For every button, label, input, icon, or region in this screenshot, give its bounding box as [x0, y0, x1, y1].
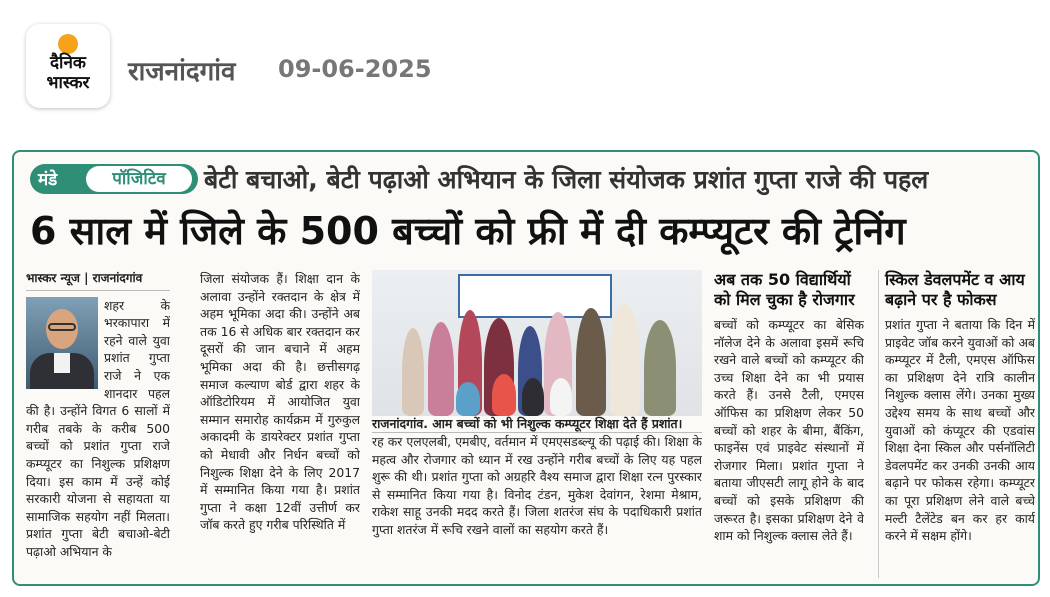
logo-line2: भास्कर [46, 73, 90, 93]
sidebar-employment [714, 270, 864, 578]
sidebar-employment-heading: अब तक 50 विद्यार्थियों को मिल चुका है रोजगार [714, 270, 855, 309]
edition-date: 09-06-2025 [278, 55, 432, 83]
main-headline: 6 साल में जिले के 500 बच्चों को फ्री में दी कम्प्यूटर की ट्रेनिंग [30, 209, 906, 253]
sun-icon [58, 34, 78, 54]
group-photo [372, 270, 702, 416]
photo-caption: राजनांदगांव. आम बच्चों को भी निशुल्क कम्प्यूटर शिक्षा देते हैं प्रशांत। [372, 416, 702, 433]
sidebar-employment-text: बच्चों को कम्प्यूटर का बेसिक नॉलेज देने के अलावा इसमें रूचि रखने वाले बच्चों को कम्प्यूटर की उच्च शिक्षा देने का भी प्रयास करते हैं। उनसे टैली, एमएस ऑफिस का प्रशिक्षण लेकर 50 बच्चों को शहर के बीमा, बैंकिंग, फाइनेंस एवं प्राइवेट संस्थानों में रोजगार मिला। प्रशांत गुप्ता ने बताया जीएसटी लागू होने के बाद बच्चों को इसके प्रशिक्षण की जरूरत है। इसका प्रशिक्षण देने वे शाम को निशुल्क क्लास लेते हैं। [714, 317, 864, 544]
page-header [0, 0, 1050, 138]
dainik-bhaskar-logo[interactable] [26, 24, 110, 108]
sidebar-skill-text: प्रशांत गुप्ता ने बताया कि दिन में प्राइवेट जॉब करने युवाओं को अब कम्प्यूटर में टैली, एमएस ऑफिस का प्रशिक्षण देने रात्रि कालीन निशुल्क क्लास लेंगे। उनका मुख्य उद्देश्य समय के साथ बच्चों और युवाओं को कंप्यूटर की एडवांस शिक्षा देना स्किल और पर्सनॉलिटी डेवलपमेंट कर उनकी उनकी आय बढ़ाने पर फोकस रहेगा। कम्प्यूटर का पूरा प्रशिक्षण लेने वाले बच्चे मल्टी टैलेंटेड बन कर हर कार्य करने में सक्षम होंगे। [885, 317, 1035, 544]
edition-city: राजनांदगांव [128, 57, 236, 87]
logo-line1: दैनिक [50, 53, 86, 73]
article-column-2: जिला संयोजक हैं। शिक्षा दान के अलावा उन्होंने रक्तदान के क्षेत्र में अहम भूमिका अदा की। उन्होंने अब तक 16 से अधिक बार रक्तदान कर दूसरों की जान बचाने में अहम भूमिका अदा की है। छत्तीसगढ़ समाज कल्याण बोर्ड द्वारा शहर के ऑडिटोरियम में आयोजित युवा सम्मान समारोह कार्यक्रम में गुरुकुल अकादमी के डायरेक्टर प्रशांत गुप्ता को मेधावी और निर्धन बच्चों को निशुल्क शिक्षा देने के लिए 2017 में सम्मानित किया गया है। प्रशांत गुप्ता ने कक्षा 12वीं उत्तीर्ण कर जॉब करते हुए गरीब परिस्थिति में [200, 271, 360, 533]
news-clipping [12, 150, 1040, 586]
tag-right: पॉजिटिव [86, 166, 192, 192]
tag-left: मंडे [38, 170, 58, 190]
byline: भास्कर न्यूज | राजनांदगांव [26, 270, 170, 291]
sidebar-skill-heading: स्किल डेवलपमेंट व आय बढ़ाने पर है फोकस [885, 270, 1025, 309]
sidebar-skill [878, 270, 1035, 578]
monday-positive-tag [30, 164, 198, 194]
column-1-text: शहर के भरकापारा में रहने वाले युवा प्रशांत गुप्ता राजे ने एक शानदार पहल की है। उन्होंने विगत 6 सालों में गरीब तबके के करीब 500 बच्चों को प्रशांत गुप्ता राजे कम्प्यूटर का निशुल्क प्रशिक्षण दिया। इस काम में उन्हें कोई सरकारी योजना से सहायता या सामाजिक सहयोग नहीं मिलता। प्रशांत गुप्ता बेटी बचाओ-बेटी पढ़ाओ अभियान के [26, 297, 170, 559]
kicker-headline: बेटी बचाओ, बेटी पढ़ाओ अभियान के जिला संयोजक प्रशांत गुप्ता राजे की पहल [204, 165, 929, 194]
reporter-portrait [26, 297, 98, 389]
article-column-3: रह कर एलएलबी, एमबीए, वर्तमान में एमएसडब्ल्यू की पढ़ाई की। शिक्षा के महत्व और रोजगार को ध्यान में रख उन्होंने गरीब बच्चों के लिए यह पहल शुरू की थी। प्रशांत गुप्ता को अग्रहरि वैश्य समाज द्वारा शिक्षा रत्न पुरस्कार से सम्मानित किया गया है। विनोद टंडन, मुकेश देवांगन, रेशमा मेश्राम, राकेश साहू उनकी मदद करते हैं। जिला शतरंज संघ के पदाधिकारी प्रशांत गुप्ता शतरंज में रूचि रखने वालों का सहयोग करते हैं। [372, 434, 702, 537]
article-column-1 [26, 270, 170, 578]
